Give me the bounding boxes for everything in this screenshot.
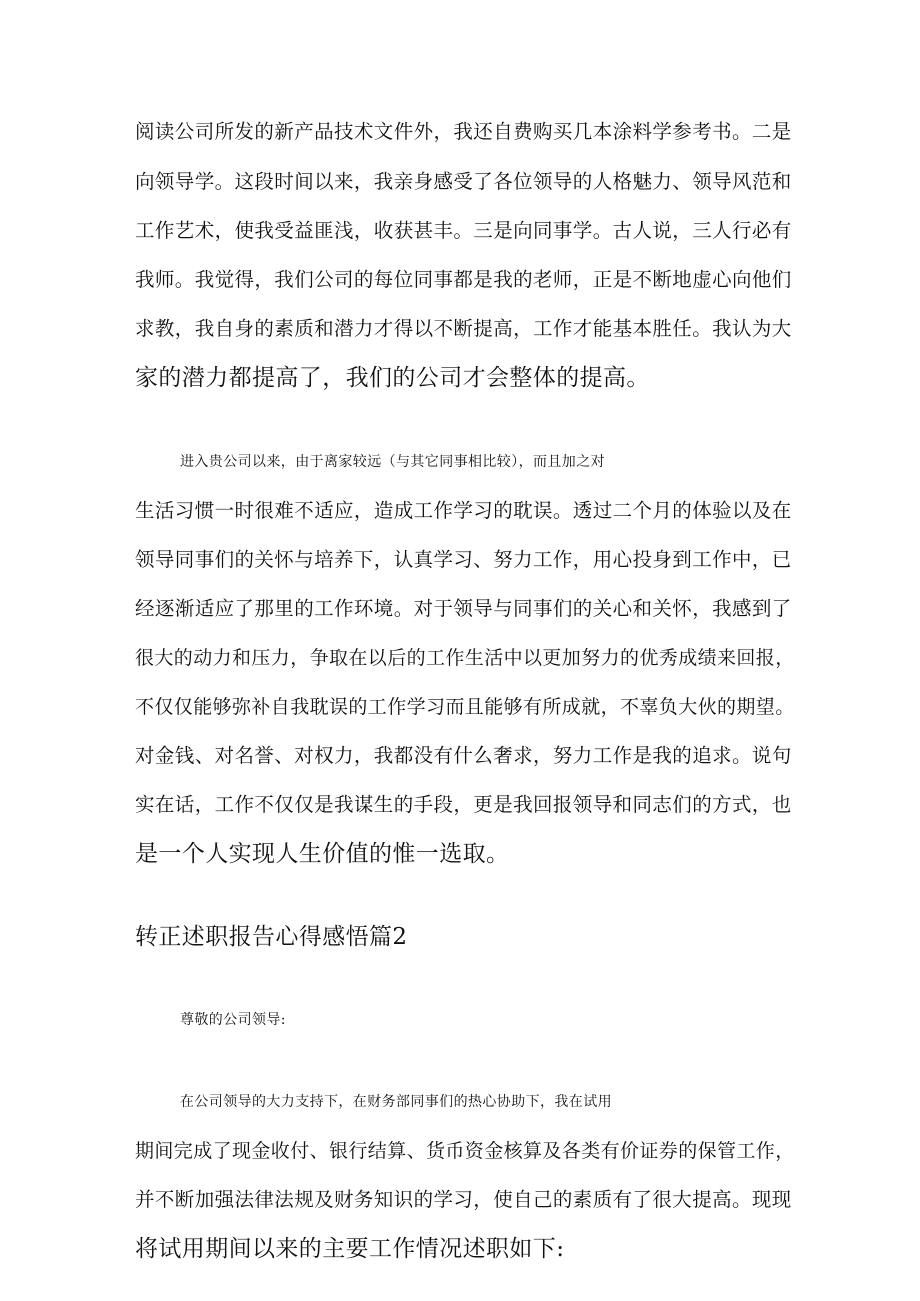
paragraph-line: 期间完成了现金收付、银行结算、货币资金核算及各类有价证券的保管工作， — [135, 1140, 795, 1162]
paragraph-line: 很大的动力和压力，争取在以后的工作生活中以更加努力的优秀成绩来回报， — [135, 647, 795, 669]
paragraph-line: 领导同事们的关怀与培养下，认真学习、努力工作，用心投身到工作中，已 — [135, 548, 792, 571]
paragraph-line: 家的潜力都提高了，我们的公司才会整体的提高。 — [135, 365, 650, 391]
paragraph-line: 不仅仅能够弥补自我耽误的工作学习而且能够有所成就，不辜负大伙的期望。 — [135, 696, 795, 718]
paragraph-line: 将试用期间以来的主要工作情况述职如下: — [135, 1236, 565, 1262]
salutation: 尊敬的公司领导: — [180, 1012, 286, 1028]
paragraph-line: 向领导学。这段时间以来，我亲身感受了各位领导的人格魅力、领导风范和 — [135, 170, 792, 193]
paragraph-line: 工作艺术，使我受益匪浅，收获甚丰。三是向同事学。古人说，三人行必有 — [135, 219, 792, 242]
paragraph-line: 实在话，工作不仅仅是我谋生的手段，更是我回报领导和同志们的方式，也 — [135, 793, 792, 816]
paragraph-line: 并不断加强法律法规及财务知识的学习，使自己的素质有了很大提高。现现 — [135, 1188, 792, 1211]
section-heading: 转正述职报告心得感悟篇2 — [135, 924, 408, 950]
paragraph-line: 经逐渐适应了那里的工作环境。对于领导与同事们的关心和关怀，我感到了 — [135, 597, 792, 620]
paragraph-line: 求教，我自身的素质和潜力才得以不断提高，工作才能基本胜任。我认为大 — [135, 317, 792, 340]
paragraph-line: 对金钱、对名誉、对权力，我都没有什么奢求，努力工作是我的追求。说句 — [135, 744, 792, 767]
paragraph-line: 在公司领导的大力支持下，在财务部同事们的热心协助下，我在试用 — [180, 1094, 612, 1110]
paragraph-line: 是一个人实现人生价值的惟一选取。 — [135, 841, 510, 867]
paragraph-line: 生活习惯一时很难不适应，造成工作学习的耽误。透过二个月的体验以及在 — [135, 499, 792, 522]
paragraph-line: 阅读公司所发的新产品技术文件外，我还自费购买几本涂料学参考书。二是 — [135, 120, 792, 143]
paragraph-line: 进入贵公司以来，由于离家较远（与其它同事相比较），而且加之对 — [180, 454, 605, 470]
paragraph-line: 我师。我觉得，我们公司的每位同事都是我的老师，正是不断地虚心向他们 — [135, 268, 792, 291]
